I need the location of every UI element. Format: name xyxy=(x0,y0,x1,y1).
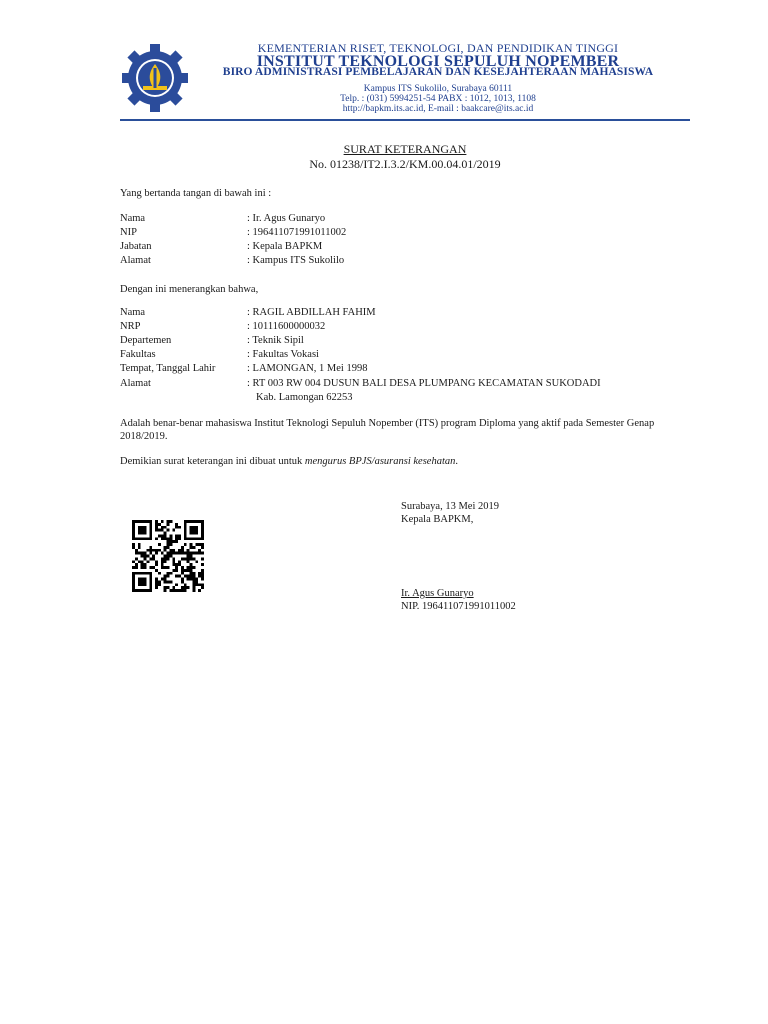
field-value: : 196411071991011002 xyxy=(247,227,347,238)
field-value: : RT 003 RW 004 DUSUN BALI DESA PLUMPANG KECAMATAN SUKODADI xyxy=(247,378,601,389)
field-label: NRP xyxy=(120,321,141,332)
letterhead-web: http://bapkm.its.ac.id, E-mail : baakcare@its.ac.id xyxy=(342,104,534,114)
intro-text: Yang bertanda tangan di bawah ini : xyxy=(120,188,272,199)
field-label: Jabatan xyxy=(120,241,152,252)
body-paragraph: Adalah benar-benar mahasiswa Institut Teknologi Sepuluh Nopember (ITS) program Diploma yang aktif pada Semester Genap 2018/2019. xyxy=(120,418,655,442)
sign-position: Kepala BAPKM, xyxy=(401,514,474,525)
letterhead-phone: Telp. : (031) 5994251-54 PABX : 1012, 1013, 1108 xyxy=(340,94,536,104)
signer-name: Ir. Agus Gunaryo xyxy=(401,588,474,599)
field-value: : 10111600000032 xyxy=(247,321,326,332)
closing-text: Demikian surat keterangan ini dibuat untuk xyxy=(120,456,305,467)
its-logo xyxy=(122,43,188,113)
closing-period: . xyxy=(455,456,458,467)
field-value-continued: Kab. Lamongan 62253 xyxy=(256,392,353,403)
field-value: : RAGIL ABDILLAH FAHIM xyxy=(247,307,376,318)
field-value: : LAMONGAN, 1 Mei 1998 xyxy=(247,363,368,374)
ministry-name: KEMENTERIAN RISET, TEKNOLOGI, DAN PENDIDIKAN TINGGI xyxy=(257,41,619,55)
field-value: : Teknik Sipil xyxy=(247,335,304,346)
field-value: : Kampus ITS Sukolilo xyxy=(247,255,345,266)
field-label: NIP xyxy=(120,227,137,238)
statement-text: Dengan ini menerangkan bahwa, xyxy=(120,284,259,295)
sign-place-date: Surabaya, 13 Mei 2019 xyxy=(401,501,499,512)
field-label: Fakultas xyxy=(120,349,156,360)
closing-paragraph xyxy=(120,455,680,468)
field-value: : Kepala BAPKM xyxy=(247,241,323,252)
field-label: Alamat xyxy=(120,255,151,266)
letter-number: No. 01238/IT2.I.3.2/KM.00.04.01/2019 xyxy=(309,157,501,171)
qr-code xyxy=(132,520,204,592)
letter-heading: SURAT KETERANGAN xyxy=(343,142,467,156)
field-value: : Ir. Agus Gunaryo xyxy=(247,213,326,224)
field-label: Nama xyxy=(120,213,146,224)
field-label: Alamat xyxy=(120,378,151,389)
signer-nip: NIP. 196411071991011002 xyxy=(401,601,516,612)
bureau-name: BIRO ADMINISTRASI PEMBELAJARAN DAN KESEJAHTERAAN MAHASISWA xyxy=(222,66,654,78)
field-label: Departemen xyxy=(120,335,172,346)
letterhead-divider xyxy=(120,119,690,121)
field-label: Tempat, Tanggal Lahir xyxy=(120,363,216,374)
field-label: Nama xyxy=(120,307,146,318)
letterhead-address: Kampus ITS Sukolilo, Surabaya 60111 xyxy=(363,84,513,94)
institute-name: INSTITUT TEKNOLOGI SEPULUH NOPEMBER xyxy=(256,53,620,70)
purpose-text: mengurus BPJS/asuransi kesehatan xyxy=(304,456,456,467)
field-value: : Fakultas Vokasi xyxy=(247,349,319,360)
